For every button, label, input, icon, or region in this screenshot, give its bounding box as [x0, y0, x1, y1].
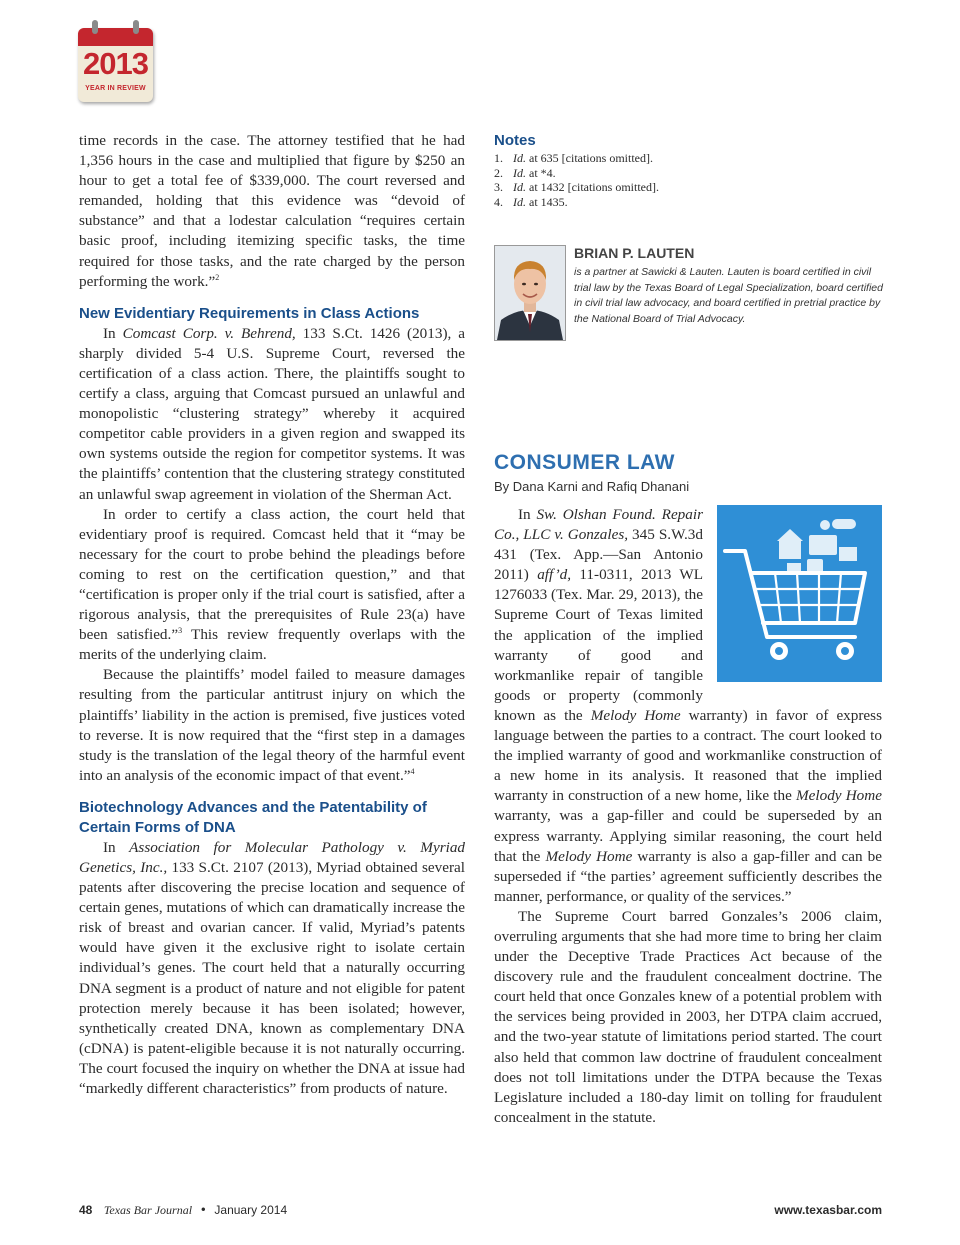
- author-box: [494, 245, 884, 345]
- issue-date: January 2014: [214, 1203, 288, 1217]
- badge-label: YEAR IN REVIEW: [85, 85, 146, 92]
- left-column: [79, 131, 465, 1099]
- notes-title: Notes: [494, 132, 536, 149]
- page-footer: [79, 1202, 882, 1218]
- consumer-law-title: CONSUMER LAW: [494, 451, 675, 474]
- shopping-cart-icon: [717, 505, 882, 682]
- author-name: BRIAN P. LAUTEN: [574, 245, 695, 261]
- website-link[interactable]: www.texasbar.com: [774, 1203, 882, 1217]
- note-item: 2. Id. at *4.: [494, 165, 556, 180]
- left-paragraph-3: In order to certify a class action, the court held that evidentiary proof is required. Comcast held that it “may be necessary for the court to probe behind the pleadings before coming to rest on the certification question,” and that “certification is proper only if the trial court is satisfied, after a rigorous analysis, that the prerequisites of Rule 23(a) have been satisfied.”$^3$ This review frequently overlaps with the merits of the underlying claim.: [79, 505, 466, 664]
- consumer-law-byline: By Dana Karni and Rafiq Dhanani: [494, 479, 690, 494]
- page-number: 48: [79, 1203, 93, 1217]
- consumer-law-section: [494, 449, 882, 1128]
- author-bio: is a partner at Sawicki & Lauten. Lauten is board certified in civil trial law by the Texas Board of Legal Specialization, board certified in civil trial law advocacy, and board certified in pretrial practice by the National Board of Trial Advocacy.: [574, 266, 883, 325]
- left-paragraph-2: In Comcast Corp. v. Behrend, 133 S.Ct. 1426 (2013), a sharply divided 5-4 U.S. Supreme Court, reversed the certification of a class action. There, the plaintiffs sought to certify a class, arguing that Comcast pursued an unlawful and monopolistic “clustering strategy” whereby it acquired competitor cable providers in a given region and swapped its own systems outside the region for competitor systems. It was the plaintiffs’ contention that the clustering strategy constituted an unlawful swap agreement in violation of the Sherman Act.: [79, 324, 466, 503]
- notes-section: [494, 131, 882, 209]
- heading-class-actions: New Evidentiary Requirements in Class Actions: [79, 304, 420, 322]
- consumer-paragraph-1: In Sw. Olshan Found. Repair Co., LLC v. Gonzales, 345 S.W.3d 431 (Tex. App.—San Antonio 2011) aff’d, 11-0311, 2013 WL 1276033 (Tex. Mar. 29, 2013), the Supreme Court of Texas limited the application of the implied warranty of good and workmanlike repair of tangible goods or property (commonly known as the Melody Home warranty) in favor of express language between the parties to a contract. The court looked to the implied warranty of good and workmanlike construction of a new home in its analysis. It reasoned that the implied warranty in construction of a new home, like the Melody Home warranty, was a gap-filler and could be superseded by an express warranty. Applying similar reasoning, the court held that the Melody Home warranty is also a gap-filler and can be superseded if “the parties’ agreement sufficiently describes the manner, performance, or quality of the services.”: [494, 506, 883, 905]
- left-paragraph-1: time records in the case. The attorney testified that he had 1,356 hours in the case and multiplied that figure by $250 an hour to get a total fee of $339,000. The court reversed and remanded, holding that this evidence was “devoid of substance” and that a lodestar calculation “requires certain basic proof, including itemizing specific tasks, the time required for those tasks, and the rate charged by the person performing the work.”$^2$: [79, 132, 465, 290]
- left-paragraph-5: In Association for Molecular Pathology v. Myriad Genetics, Inc., 133 S.Ct. 2107 (2013), Myriad obtained several patents after discovering the precise location and sequence of certain genes, mutations of which can dramatically increase the risk of breast and ovarian cancer. If valid, Myriad’s patents would have given it the exclusive right to isolate certain individual’s genes. The court held that a naturally occurring DNA segment is a product of nature and not eligible for patent protection merely because it has been isolated; however, synthetically created DNA, known as complementary DNA (cDNA) is patent-eligible because it is not naturally occurring. The court focused the inquiry on whether the DNA at issue had “markedly different characteristics” from products of nature.: [79, 838, 466, 1098]
- note-item: 4. Id. at 1435.: [494, 194, 568, 209]
- note-item: 1. Id. at 635 [citations omitted].: [494, 151, 653, 165]
- badge-year: 2013: [83, 46, 148, 81]
- year-in-review-badge: [78, 20, 153, 102]
- consumer-paragraph-2: The Supreme Court barred Gonzales’s 2006 claim, overruling arguments that she had more time to bring her claim under the Deceptive Trade Practices Act because of the discovery rule and the fraudulent concealment doctrine. The court held that once Gonzales knew of a potential problem with the services being provided in 2003, her DTPA claim accrued, and the two-year statute of limitations period started. The court also held that common law doctrine of fraudulent concealment does not toll limitations under the DTPA because the Texas Legislature included a 180-day limit on tolling for fraudulent concealment in the statute.: [494, 907, 882, 1126]
- note-item: 3. Id. at 1432 [citations omitted].: [494, 180, 659, 194]
- heading-dna-patents: Biotechnology Advances and the Patentability of Certain Forms of DNA: [79, 798, 427, 836]
- left-paragraph-4: Because the plaintiffs’ model failed to measure damages resulting from the particular antitrust injury on which the plaintiffs’ liability in the action is premised, five justices voted to reverse. It is now required that the “first step in a damages study is the translation of the legal theory of the harmful event into an analysis of the economic impact of that event.”$^4$: [79, 666, 465, 784]
- journal-name: Texas Bar Journal: [103, 1203, 193, 1217]
- author-photo: [494, 245, 566, 341]
- notes-list: [494, 151, 882, 209]
- footer-separator: •: [199, 1203, 207, 1217]
